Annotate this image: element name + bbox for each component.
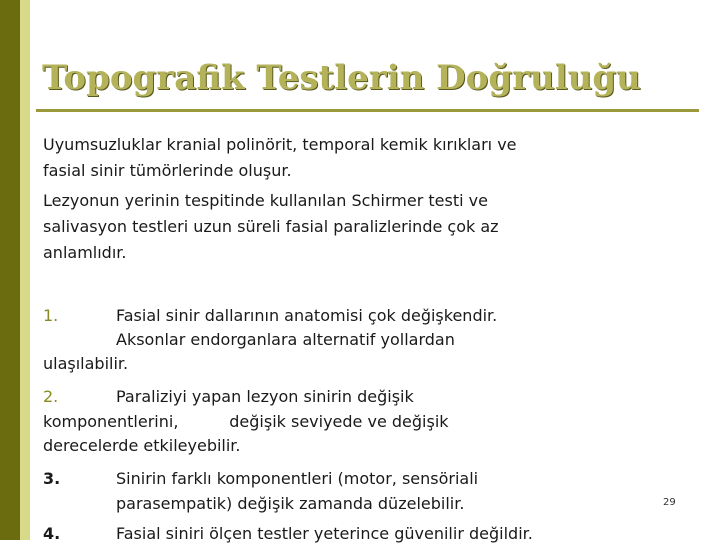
list-item-line: Sinirin farklı komponentleri (motor, sensöriali [116,469,479,488]
paragraph-line: salivasyon testleri uzun süreli fasial paralizlerinde çok az [43,217,499,236]
paragraph-line: Uyumsuzluklar kranial polinörit, temporal kemik kırıkları ve [43,135,517,154]
paragraph-line: anlamlıdır. [43,243,127,262]
page-number: 29 [663,497,676,508]
list-item-line: parasempatik) değişik zamanda düzelebilir. [116,494,465,513]
list-item-line: Paraliziyi yapan lezyon sinirin değişik [116,387,414,406]
list-item-line: derecelerde etkileyebilir. [43,436,241,455]
sidebar-accent-dark [0,0,20,540]
list-item-line: komponentlerini, değişik seviyede ve değişik [43,412,449,431]
sidebar-accent-light [20,0,30,540]
paragraph-line: fasial sinir tümörlerinde oluşur. [43,161,292,180]
title-underline [36,109,699,112]
list-item-line: Fasial siniri ölçen testler yeterince güvenilir değildir. [116,524,533,543]
list-number: 2. [43,387,59,406]
list-number: 1. [43,306,59,325]
list-number: 4. [43,524,61,543]
paragraph-line: Lezyonun yerinin tespitinde kullanılan Schirmer testi ve [43,191,488,210]
list-item-line: Fasial sinir dallarının anatomisi çok değişkendir. [116,306,498,325]
list-item-line: ulaşılabilir. [43,354,129,373]
list-number: 3. [43,469,61,488]
list-item-line: Aksonlar endorganlara alternatif yollardan [116,330,455,349]
slide-title: Topografik Testlerin Doğruluğu [42,58,641,98]
